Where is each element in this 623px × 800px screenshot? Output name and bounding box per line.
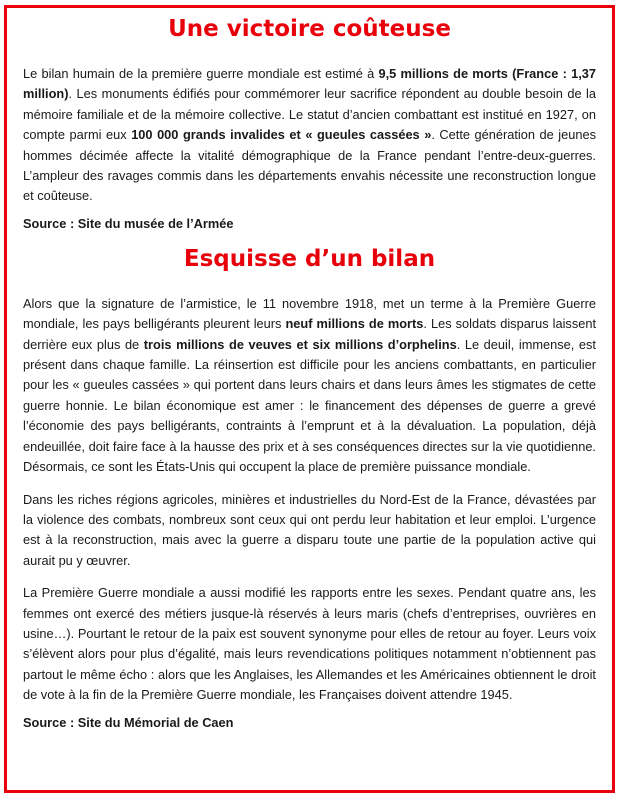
section2-paragraph-3: La Première Guerre mondiale a aussi modifié les rapports entre les sexes. Pendant quatre ans, les femmes ont exercé des métiers jusque-là réservés à leurs maris (chefs d’entreprises, ouvrières en usine…). Pourtant le retour de la paix est souvent synonyme pour elles de retour au foyer. Leurs voix s’élèvent alors pour plus d’égalité, mais leurs revendications politiques notamment n’obtiennent pas partout le même écho : alors que les Anglaises, les Allemandes et les Américaines obtiennent le droit de vote à la fin de la Première Guerre mondiale, les Françaises doivent attendre 1945. (23, 585, 596, 703)
section2-p1-bold-1: neuf millions de morts (285, 316, 424, 332)
section2-source: Source : Site du Mémorial de Caen (23, 714, 234, 730)
section1-source: Source : Site du musée de l’Armée (23, 215, 234, 231)
section2-p1-text-1: Alors que la signature de l’armistice, le 11 novembre 1918, met un terme à la Première Guerre mondiale, les pays belligérants pleurent leurs (23, 295, 596, 332)
section2-paragraph-2: Dans les riches régions agricoles, minières et industrielles du Nord-Est de la France, dévastées par la violence des combats, nombreux sont ceux qui ont perdu leur habitation et leur emploi. L’urgence est à la reconstruction, mais avec la guerre a disparu toute une partie de la population active qui aurait pu y œuvrer. (23, 491, 596, 568)
section2-paragraph-1 (23, 294, 596, 478)
section2-p1-bold-2: trois millions de veuves et six millions d’orphelins (143, 336, 457, 352)
section1-p1-bold-2: 100 000 grands invalides et « gueules cassées » (131, 127, 432, 143)
section1-p1-bold-1: 9,5 millions de morts (France : 1,37 million) (23, 66, 597, 102)
document-frame (4, 5, 615, 793)
section1-p1-text-1: Le bilan humain de la première guerre mondiale est estimé à (23, 66, 379, 81)
section1-paragraph (23, 64, 596, 207)
section2-p1-text-3: . Le deuil, immense, est présent dans chaque famille. La réinsertion est difficile pour les anciens combattants, en particulier pour les « gueules cassées » qui portent dans leurs chairs et dans leurs âmes les stigmates de cette guerre honnie. Le bilan économique est amer : le financement des dépenses de guerre a grevé l’économie des pays belligérants, contraints à l’emprunt et à la dévaluation. La population, déjà endeuillée, doit faire face à la hausse des prix et à ses conséquences directes sur la vie quotidienne. Désormais, ce sont les États-Unis qui occupent la place de première puissance mondiale. (23, 336, 596, 475)
section1-p1-text-3: . Cette génération de jeunes hommes décimée affecte la vitalité démographique de la France pendant l’entre-deux-guerres. L’ampleur des ravages commis dans les départements envahis nécessite une reconstruction longue et coûteuse. (23, 127, 596, 204)
section2-p1-text-2: . Les soldats disparus laissent derrière eux plus de (23, 316, 597, 352)
section1-title: Une victoire coûteuse (168, 16, 451, 42)
section2-title: Esquisse d’un bilan (183, 245, 436, 272)
section1-p1-text-2: . Les monuments édifiés pour commémorer leur sacrifice répondent au double besoin de la mémoire familiale et de la mémoire collective. Le statut d’ancien combattant est institué en 1927, on compte parmi eux (23, 86, 596, 143)
